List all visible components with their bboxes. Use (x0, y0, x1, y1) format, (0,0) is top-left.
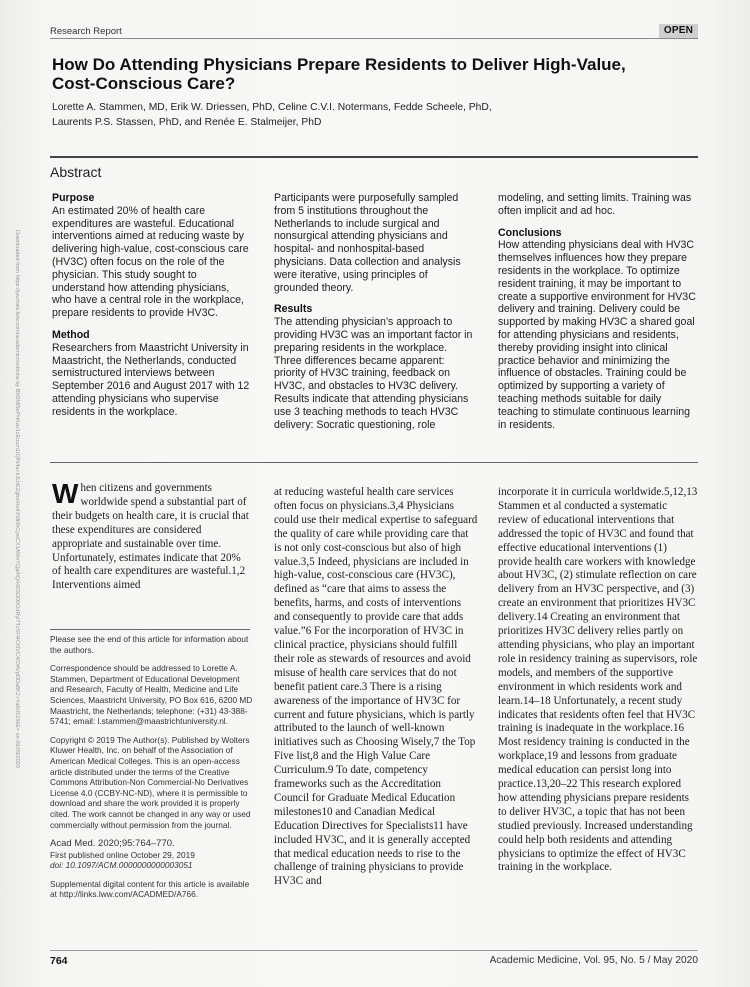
method-text: Researchers from Maastricht University in Maastricht, the Netherlands, conducted semistructured interviews between September 2016 and August 2017 with 12 attending physicians who supervise residents in the workplace. (52, 341, 250, 418)
supplemental-note: Supplemental digital content for this article is available at http://links.lww.com/ACADMED/A766. (50, 878, 250, 900)
conclusions-heading: Conclusions (498, 226, 562, 239)
notes-rule (50, 629, 250, 630)
correspondence-note: Correspondence should be addressed to Lorette A. Stammen, Department of Educational Development and Research, Faculty of Health, Medicine and Life Sciences, Maastricht University, PO Box 616, 6200 MD Maastricht, the Netherlands; telephone: (+31) 43-388-5741; email: l.stammen@maastrichtuniversity.nl. (50, 663, 253, 727)
results-heading: Results (274, 303, 313, 316)
abstract-column-1 (52, 192, 250, 419)
copyright-note: Copyright © 2019 The Author(s). Published by Wolters Kluwer Health, Inc. on behalf of the Association of American Medical Colleges. This is an open-access article distributed under the terms of the Creative Commons Attribution-Non Commercial-No Derivatives License 4.0 (CCBY-NC-ND), where it is permissible to download and share the work provided it is properly cited. The work cannot be changed in any way or used commercially without permission from the journal. (50, 734, 251, 830)
results-text-continued: modeling, and setting limits. Training was often implicit and ad hoc. (498, 192, 692, 217)
published-note: First published online October 29, 2019 (50, 849, 195, 860)
drop-cap: W (52, 478, 79, 509)
section-label: Research Report (50, 26, 122, 37)
header-rule (50, 38, 698, 39)
authors-line-1: Lorette A. Stammen, MD, Erik W. Driessen, PhD, Celine C.V.I. Notermans, Fedde Scheele, PhD, (52, 102, 492, 113)
author-list (52, 100, 612, 130)
method-heading: Method (52, 328, 90, 341)
method-text-continued: Participants were purposefully sampled from 5 institutions throughout the Netherlands to include surgical and nonsurgical attending physicians and hospital- and nonhospital-based physicians. Data collection and analysis were iterative, using principles of grounded theory. (274, 192, 461, 294)
abstract-column-3 (498, 192, 698, 431)
author-notes (50, 634, 255, 900)
article-title: How Do Attending Physicians Prepare Residents to Deliver High-Value, Cost-Conscious Care? (52, 55, 626, 93)
authors-note: Please see the end of this article for information about the authors. (50, 634, 249, 655)
citation-note: Acad Med. 2020;95:764–770. (50, 838, 175, 850)
journal-citation: Academic Medicine, Vol. 95, No. 5 / May 2020 (489, 955, 698, 966)
body-text-3: incorporate it in curricula worldwide.5,12,13 Stammen et al conducted a systematic review of educational interventions that addressed the topic of HV3C and found that effective educational interventions (1) provide health care workers with knowledge about HV3C, (2) stimulate reflection on care delivery from an HV3C perspective, and (3) create an environment that prioritizes HV3C delivery.14 Creating an environment that prioritizes HV3C delivery relies partly on attending physicians, who play an important role in residency training as supervisors, role models, and members of the supportive environment in which residents work and learn.14–18 Unfortunately, a recent study indicates that residents often feel that HV3C training is inadequate in the workplace.16 Most residency training is conducted in the workplace,19 and lessons from graduate medical education can persist long into practice.13,20–22 This research explored how attending physicians prepare residents to deliver HV3C, a topic that has not been studied previously. Increased understanding could help both residents and attending physicians to optimize the effect of HV3C training in the workplace. (498, 486, 698, 874)
body-text-2: at reducing wasteful health care services often focus on physicians.3,4 Physicians could use their medical expertise to safeguard the quality of care while providing care that is not only cost-conscious but also of high value.3,5 Indeed, physicians are included in high-value, cost-conscious care (HV3C), defined as “care that aims to assess the benefits, harms, and costs of interventions and consequently to provide care that adds value.”6 For the incorporation of HV3C in clinical practice, physicians should fulfill their role as stewards of resources and avoid misuse of health care services that do not benefit patient care.3 There is a rising awareness of the importance of HV3C for current and future physicians, which is partly attributed to the launch of well-known initiatives such as Choosing Wisely,7 the Top Five list,8 and the High Value Care Curriculum.9 To date, competency frameworks such as the Accreditation Council for Graduate Medical Education milestones10 and Canadian Medical Education Directives for Specialists11 have included HV3C, and it is generally accepted that medical education needs to rise to the challenge of training physicians to provide HV3C and (274, 486, 478, 888)
abstract-top-rule (50, 156, 698, 158)
abstract-bottom-rule (50, 462, 698, 463)
body-column-1 (52, 478, 252, 593)
body-column-2 (274, 486, 478, 889)
authors-line-2: Laurents P.S. Stassen, PhD, and Renée E. Stalmeijer, PhD (52, 117, 322, 128)
purpose-text: An estimated 20% of health care expenditures are wasteful. Educational interventions aimed at reducing waste by delivering high-value, cost-conscious care (HV3C) often focus on the role of the physician. This study sought to understand how attending physicians, who have a central role in the workplace, prepare residents to provide HV3C. (52, 204, 249, 320)
intro-text: hen citizens and governments worldwide spend a substantial part of their budgets on health care, it is crucial that these expenditures are considered appropriate and sustainable over time. Unfortunately, estimates indicate that 20% of health care expenditures are wasteful.1,2 Interventions aimed (52, 482, 249, 592)
doi-link[interactable]: doi: 10.1097/ACM.0000000000003051 (50, 860, 193, 871)
download-margin-note: Downloaded from https://journals.lww.com/academicmedicine by BhDMf5ePHKav1zEoum1tQfN4a+kJLhEZgbsIHo4XMi0hCywCX1AWnYQp/IlQrHD3i3D0OdRyi7TvSFl4Cf3VC4/OAVpDDa8K2+Ya6H515kE= on 09/09/2020 (14, 230, 20, 768)
abstract-heading: Abstract (50, 164, 102, 180)
body-column-3 (498, 486, 700, 875)
open-access-badge: OPEN (659, 24, 698, 38)
purpose-heading: Purpose (52, 192, 95, 204)
abstract-column-2 (274, 192, 474, 431)
intro-paragraph (52, 478, 252, 593)
footer-rule (50, 950, 698, 951)
results-text: The attending physician’s approach to providing HV3C was an important factor in preparing residents in the workplace. Three differences became apparent: priority of HV3C training, feedback on HV3C, and obstacles to HV3C delivery. Results indicate that attending physicians use 3 teaching methods to teach HV3C delivery: Socratic questioning, role (274, 316, 473, 431)
page-number: 764 (50, 955, 68, 967)
conclusions-text: How attending physicians deal with HV3C themselves influences how they prepare residents in the workplace. To optimize resident training, it may be important to create a supportive environment for HV3C delivery and training. Delivery could be supported by making HV3C a shared goal for attending physicians and residents, thereby providing insight into clinical practice behavior and minimizing the influence of obstacles. Training could be optimized by supporting a variety of teaching methods suitable for daily teaching to stimulate continuous learning in residents. (498, 239, 696, 431)
